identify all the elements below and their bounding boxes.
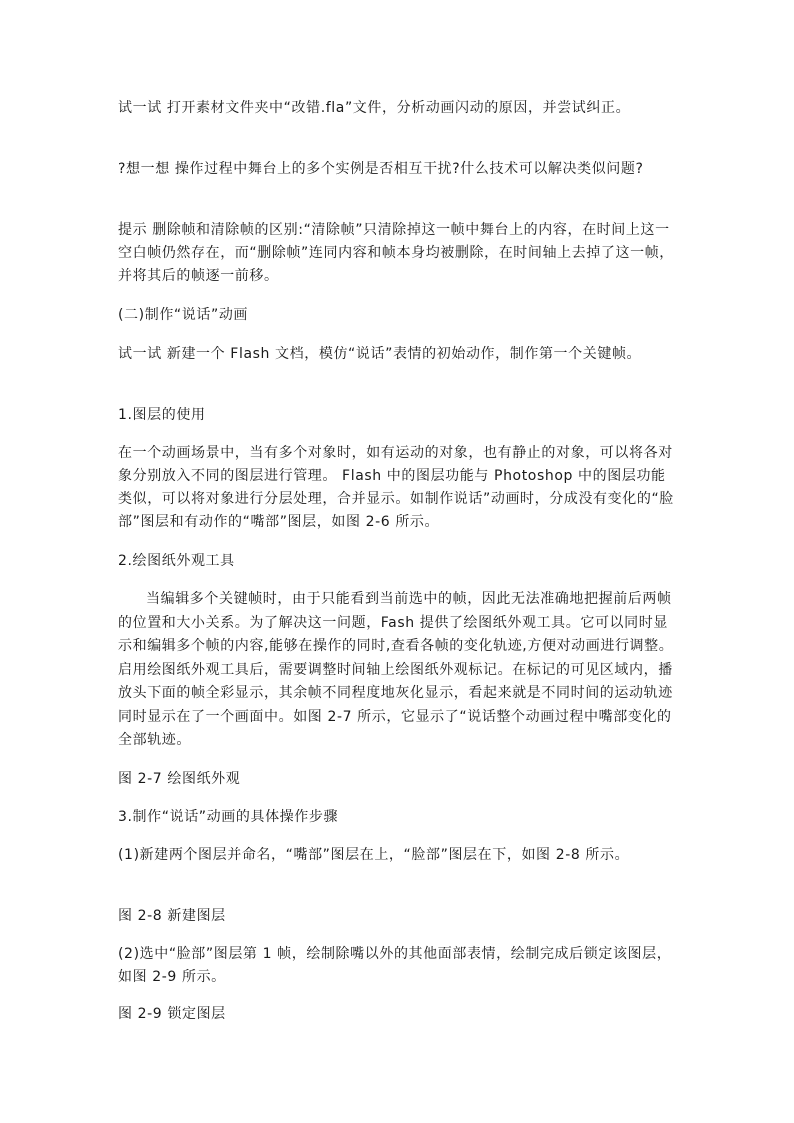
paragraph-step-2: (2)选中“脸部”图层第 1 帧，绘制除嘴以外的其他面部表情，绘制完成后锁定该图层，如图 2-9 所示。 (118, 946, 672, 985)
heading-onion-skin: 2.绘图纸外观工具 (118, 553, 235, 569)
heading-steps: 3.制作“说话”动画的具体操作步骤 (118, 809, 339, 825)
paragraph-onion-skin: 当编辑多个关键帧时，由于只能看到当前选中的帧，因此无法准确地把握前后两帧的位置和大小关系。为了解决这一问题，Fash 提供了绘图纸外观工具。它可以同时显示和编辑多个帧的内容,能够在操作的同时,查看各帧的变化轨迹,方便对动画进行调整。启用绘图纸外观工具后，需要调整时间轴上绘图纸外观标记。在标记的可见区域内，播放头下面的帧全彩显示，其余帧不同程度地灰化显示，看起来就是不同时间的运动轨迹同时显示在了一个画面中。如图 2-7 所示，它显示了“说话整个动画过程中嘴部变化的全部轨迹。 (118, 591, 674, 748)
figure-caption-2-8: 图 2-8 新建图层 (118, 908, 226, 924)
figure-caption-2-7: 图 2-7 绘图纸外观 (118, 771, 241, 787)
paragraph-tip: 提示 删除帧和清除帧的区别:“清除帧”只清除掉这一帧中舞台上的内容，在时间上这一空白帧仍然存在，而“删除帧”连同内容和帧本身均被删除，在时间轴上去掉了这一帧，并将其后的帧逐一前移。 (118, 222, 674, 284)
paragraph-try-fix: 试一试 打开素材文件夹中“改错.fla”文件，分析动画闪动的原因，并尝试纠正。 (118, 100, 631, 116)
figure-caption-2-9: 图 2-9 锁定图层 (118, 1006, 226, 1022)
paragraph-try-new-document: 试一试 新建一个 Flash 文档，模仿“说话”表情的初始动作，制作第一个关键帧。 (118, 346, 642, 362)
section-heading-talk-animation: (二)制作“说话”动画 (118, 307, 249, 323)
heading-layer-usage: 1.图层的使用 (118, 407, 206, 423)
paragraph-step-1: (1)新建两个图层并命名，“嘴部”图层在上，“脸部”图层在下，如图 2-8 所示。 (118, 847, 630, 863)
paragraph-think: ?想一想 操作过程中舞台上的多个实例是否相互干扰?什么技术可以解决类似问题? (118, 161, 644, 177)
paragraph-layer-usage: 在一个动画场景中，当有多个对象时，如有运动的对象，也有静止的对象，可以将各对象分别放入不同的图层进行管理。 Flash 中的图层功能与 Photoshop 中的图层功能类似，可以将对象进行分层处理，合并显示。如制作说话”动画时，分成没有变化的“脸部”图层和有动作的“嘴部”图层，如图 2-6 所示。 (118, 445, 674, 530)
